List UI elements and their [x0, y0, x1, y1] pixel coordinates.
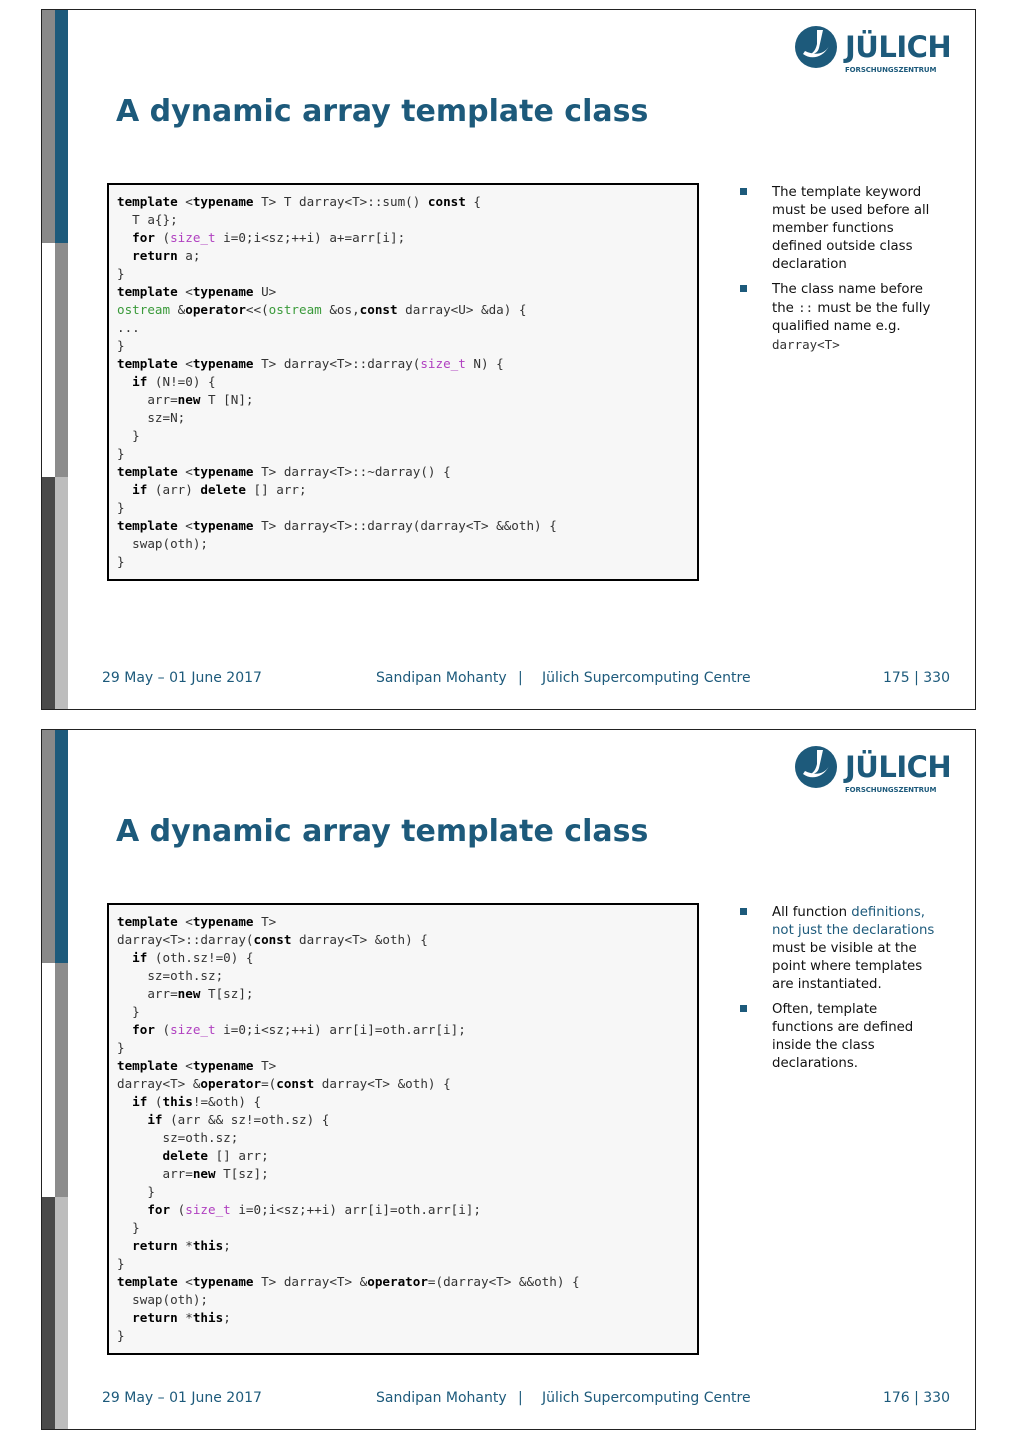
bullet-item [740, 1001, 940, 1073]
code-line [117, 212, 178, 227]
code-text: T> [253, 914, 277, 929]
slide-title: A dynamic array template class [116, 94, 649, 129]
code-text [117, 248, 132, 263]
code-line [117, 986, 254, 1001]
code-text: sz=oth.sz; [117, 968, 224, 983]
code-line [117, 554, 125, 569]
code-text: i=0;i<sz;++i) arr[i]=oth.arr[i]; [215, 1022, 466, 1037]
footer-institution: Jülich Supercomputing Centre [542, 1390, 751, 1406]
bullet-code-type: darray<T> [772, 337, 840, 352]
code-line [117, 1220, 140, 1235]
code-keyword: return [132, 248, 178, 263]
code-line [117, 284, 276, 299]
bullet-square-icon [740, 1005, 747, 1012]
code-text: < [177, 284, 193, 299]
code-line [117, 932, 428, 947]
code-keyword: operator [367, 1274, 428, 1289]
bullet-square-icon [740, 908, 747, 915]
code-text: } [117, 428, 140, 443]
logo-subtitle: FORSCHUNGSZENTRUM [845, 786, 937, 794]
code-text: { [465, 194, 481, 209]
logo-wordmark: JÜLICH [845, 30, 952, 64]
code-keyword: for [147, 1202, 171, 1217]
code-text: =( [261, 1076, 277, 1091]
code-text: (N!=0) { [147, 374, 216, 389]
juelich-logo [793, 24, 951, 76]
code-text [117, 1238, 132, 1253]
code-line [117, 194, 481, 209]
slide-175 [41, 9, 976, 710]
code-text: } [117, 1184, 155, 1199]
footer-date: 29 May – 01 June 2017 [102, 1390, 262, 1406]
code-text: ( [154, 1022, 171, 1037]
code-line [117, 1202, 481, 1217]
code-listing [117, 913, 689, 1345]
juelich-logo-icon [793, 744, 839, 790]
code-text: arr= [117, 392, 178, 407]
code-block [107, 183, 699, 581]
code-text [117, 482, 132, 497]
code-line [117, 968, 223, 983]
code-text: T> darray<T>::~darray() { [253, 464, 451, 479]
code-keyword: return [132, 1310, 178, 1325]
code-line [117, 1112, 329, 1127]
bullet-item [740, 904, 940, 994]
code-text: N) { [465, 356, 504, 371]
code-line [117, 464, 451, 479]
code-keyword: typename [192, 464, 254, 479]
code-text: a; [177, 248, 201, 263]
code-keyword: new [177, 392, 201, 407]
code-line [117, 1184, 155, 1199]
code-text: & [170, 302, 186, 317]
footer-institution: Jülich Supercomputing Centre [542, 670, 751, 686]
code-text: =(darray<T> &&oth) { [427, 1274, 580, 1289]
code-line [117, 518, 557, 533]
code-keyword: template [117, 194, 178, 209]
code-line [117, 1004, 140, 1019]
code-text: T> darray<T>::darray( [253, 356, 421, 371]
code-keyword: typename [192, 518, 254, 533]
bullet-square-icon [740, 285, 747, 292]
code-text [117, 1310, 132, 1325]
code-keyword: typename [192, 914, 254, 929]
code-keyword: if [132, 374, 148, 389]
code-line [117, 1130, 238, 1145]
code-block [107, 903, 699, 1355]
code-keyword: const [276, 1076, 315, 1091]
code-line [117, 1040, 125, 1055]
code-keyword: for [132, 230, 155, 245]
code-text: < [177, 914, 193, 929]
code-text [117, 374, 132, 389]
slide-footer [42, 1390, 975, 1410]
slide-176 [41, 729, 976, 1430]
code-text: darray<T> &oth) { [314, 1076, 451, 1091]
code-line [117, 320, 140, 335]
code-listing [117, 193, 689, 571]
bullet-text: The template keyword must be used before all member functions defined outside class declaration [772, 185, 930, 272]
bullet-item [740, 281, 940, 355]
code-line [117, 1274, 580, 1289]
code-text: * [177, 1238, 193, 1253]
code-keyword: template [117, 356, 178, 371]
code-text: i=0;i<sz;++i) a+=arr[i]; [215, 230, 406, 245]
code-text: darray<U> &da) { [397, 302, 527, 317]
code-line [117, 482, 307, 497]
code-text: ( [170, 1202, 186, 1217]
code-text: T a{}; [117, 212, 178, 227]
code-line [117, 1310, 231, 1325]
code-text: } [117, 338, 125, 353]
code-text [117, 950, 132, 965]
code-keyword: template [117, 518, 178, 533]
code-line [117, 338, 125, 353]
code-text: darray<T>::darray( [117, 932, 254, 947]
code-keyword: operator [200, 1076, 262, 1091]
bullet-text-part: must be visible at the point where templates are instantiated. [772, 941, 923, 992]
code-keyword: if [132, 482, 148, 497]
code-text: [] arr; [245, 482, 307, 497]
code-stream-type: ostream [117, 302, 171, 317]
code-line [117, 302, 527, 317]
code-text: } [117, 1220, 140, 1235]
footer-author: Sandipan Mohanty [376, 1390, 507, 1406]
code-line [117, 500, 125, 515]
code-text: < [177, 194, 193, 209]
code-text: T> darray<T>::darray(darray<T> &&oth) { [253, 518, 557, 533]
footer-author: Sandipan Mohanty [376, 670, 507, 686]
code-line [117, 1238, 231, 1253]
slide-title: A dynamic array template class [116, 814, 649, 849]
code-line [117, 950, 254, 965]
bullet-square-icon [740, 188, 747, 195]
code-text: arr= [117, 986, 178, 1001]
code-text: ... [117, 320, 140, 335]
code-text: ( [154, 230, 171, 245]
code-keyword: template [117, 1058, 178, 1073]
code-line [117, 248, 200, 263]
code-keyword: delete [162, 1148, 208, 1163]
code-text: T> darray<T> & [253, 1274, 368, 1289]
code-type: size_t [170, 230, 216, 245]
bullet-list [740, 184, 940, 362]
bullet-item [740, 184, 940, 274]
code-keyword: typename [192, 1058, 254, 1073]
footer-separator: | [518, 1390, 523, 1406]
code-type: size_t [420, 356, 466, 371]
code-type: size_t [170, 1022, 216, 1037]
code-keyword: return [132, 1238, 178, 1253]
code-line [117, 230, 405, 245]
code-text: !=&oth) { [192, 1094, 262, 1109]
code-line [117, 1094, 261, 1109]
code-line [117, 1256, 125, 1271]
code-line [117, 1328, 125, 1343]
footer-page-number: 176 | 330 [882, 1390, 950, 1406]
code-text: darray<T> &oth) { [291, 932, 428, 947]
code-text: } [117, 554, 125, 569]
code-keyword: new [177, 986, 201, 1001]
code-text: < [177, 1058, 193, 1073]
code-text: T> [253, 1058, 277, 1073]
code-text: (arr && sz!=oth.sz) { [162, 1112, 330, 1127]
code-text: arr= [117, 1166, 193, 1181]
code-text: T [N]; [200, 392, 254, 407]
code-keyword: if [147, 1112, 163, 1127]
code-text: [] arr; [208, 1148, 269, 1163]
code-line [117, 914, 276, 929]
bullet-text-part: All function [772, 905, 852, 920]
logo-wordmark: JÜLICH [845, 750, 952, 784]
code-text [117, 1148, 163, 1163]
code-text: } [117, 446, 125, 461]
bullet-list [740, 904, 940, 1080]
code-keyword: for [132, 1022, 155, 1037]
logo-subtitle: FORSCHUNGSZENTRUM [845, 66, 937, 74]
code-text: } [117, 1256, 125, 1271]
code-text: < [177, 518, 193, 533]
code-text: ; [223, 1238, 231, 1253]
code-text: } [117, 1040, 125, 1055]
code-text: i=0;i<sz;++i) arr[i]=oth.arr[i]; [230, 1202, 481, 1217]
bullet-text: Often, template functions are defined inside the class declarations. [772, 1002, 914, 1071]
code-text: U> [253, 284, 277, 299]
bullet-code-scope: :: [798, 300, 814, 315]
code-line [117, 1292, 208, 1307]
code-keyword: typename [192, 356, 254, 371]
code-text: * [177, 1310, 193, 1325]
juelich-logo [793, 744, 951, 796]
code-text: <<( [245, 302, 269, 317]
code-text: } [117, 1004, 140, 1019]
code-stream-type: ostream [268, 302, 322, 317]
sidebar-decoration [42, 10, 68, 709]
code-line [117, 374, 216, 389]
code-line [117, 392, 254, 407]
code-keyword: this [192, 1238, 224, 1253]
code-text: darray<T> & [117, 1076, 201, 1091]
bullet-text-part: The class name before the [772, 282, 923, 316]
code-text: sz=N; [117, 410, 186, 425]
code-text: < [177, 356, 193, 371]
code-keyword: const [427, 194, 466, 209]
code-text: (oth.sz!=0) { [147, 950, 254, 965]
code-text [117, 230, 132, 245]
code-line [117, 1058, 276, 1073]
code-text: } [117, 266, 125, 281]
code-text [117, 1094, 132, 1109]
code-line [117, 536, 208, 551]
code-line [117, 1022, 466, 1037]
code-text: sz=oth.sz; [117, 1130, 239, 1145]
code-text: ; [223, 1310, 231, 1325]
code-keyword: template [117, 284, 178, 299]
code-type: size_t [185, 1202, 231, 1217]
code-text: } [117, 1328, 125, 1343]
slide-footer [42, 670, 975, 690]
code-text [117, 1112, 147, 1127]
code-text: T> T darray<T>::sum() [253, 194, 428, 209]
code-keyword: typename [192, 284, 254, 299]
code-text: swap(oth); [117, 536, 208, 551]
bullet-highlight: definitions, not just the declarations [772, 905, 935, 938]
code-text: < [177, 1274, 193, 1289]
code-keyword: const [359, 302, 398, 317]
code-line [117, 410, 185, 425]
code-keyword: template [117, 464, 178, 479]
footer-separator: | [518, 670, 523, 686]
code-text: &os, [321, 302, 360, 317]
code-text: (arr) [147, 482, 201, 497]
code-text: } [117, 500, 125, 515]
code-line [117, 1148, 269, 1163]
code-keyword: operator [185, 302, 246, 317]
code-keyword: typename [192, 1274, 254, 1289]
footer-date: 29 May – 01 June 2017 [102, 670, 262, 686]
code-keyword: this [192, 1310, 224, 1325]
code-text [117, 1202, 147, 1217]
code-line [117, 266, 125, 281]
code-keyword: template [117, 1274, 178, 1289]
code-text: ( [147, 1094, 163, 1109]
code-text [117, 1022, 132, 1037]
juelich-logo-icon [793, 24, 839, 70]
code-line [117, 1166, 269, 1181]
code-line [117, 1076, 451, 1091]
code-text: T[sz]; [200, 986, 254, 1001]
code-line [117, 356, 504, 371]
code-text: T[sz]; [215, 1166, 269, 1181]
code-text: swap(oth); [117, 1292, 208, 1307]
code-keyword: template [117, 914, 178, 929]
footer-page-number: 175 | 330 [882, 670, 950, 686]
code-keyword: typename [192, 194, 254, 209]
code-keyword: this [162, 1094, 193, 1109]
code-text: < [177, 464, 193, 479]
code-keyword: if [132, 950, 148, 965]
code-line [117, 428, 140, 443]
bullet-text-part: must be the fully qualified name e.g. [772, 301, 931, 334]
code-keyword: const [253, 932, 292, 947]
code-line [117, 446, 125, 461]
code-keyword: new [192, 1166, 216, 1181]
sidebar-decoration [42, 730, 68, 1429]
code-keyword: delete [200, 482, 246, 497]
code-keyword: if [132, 1094, 148, 1109]
